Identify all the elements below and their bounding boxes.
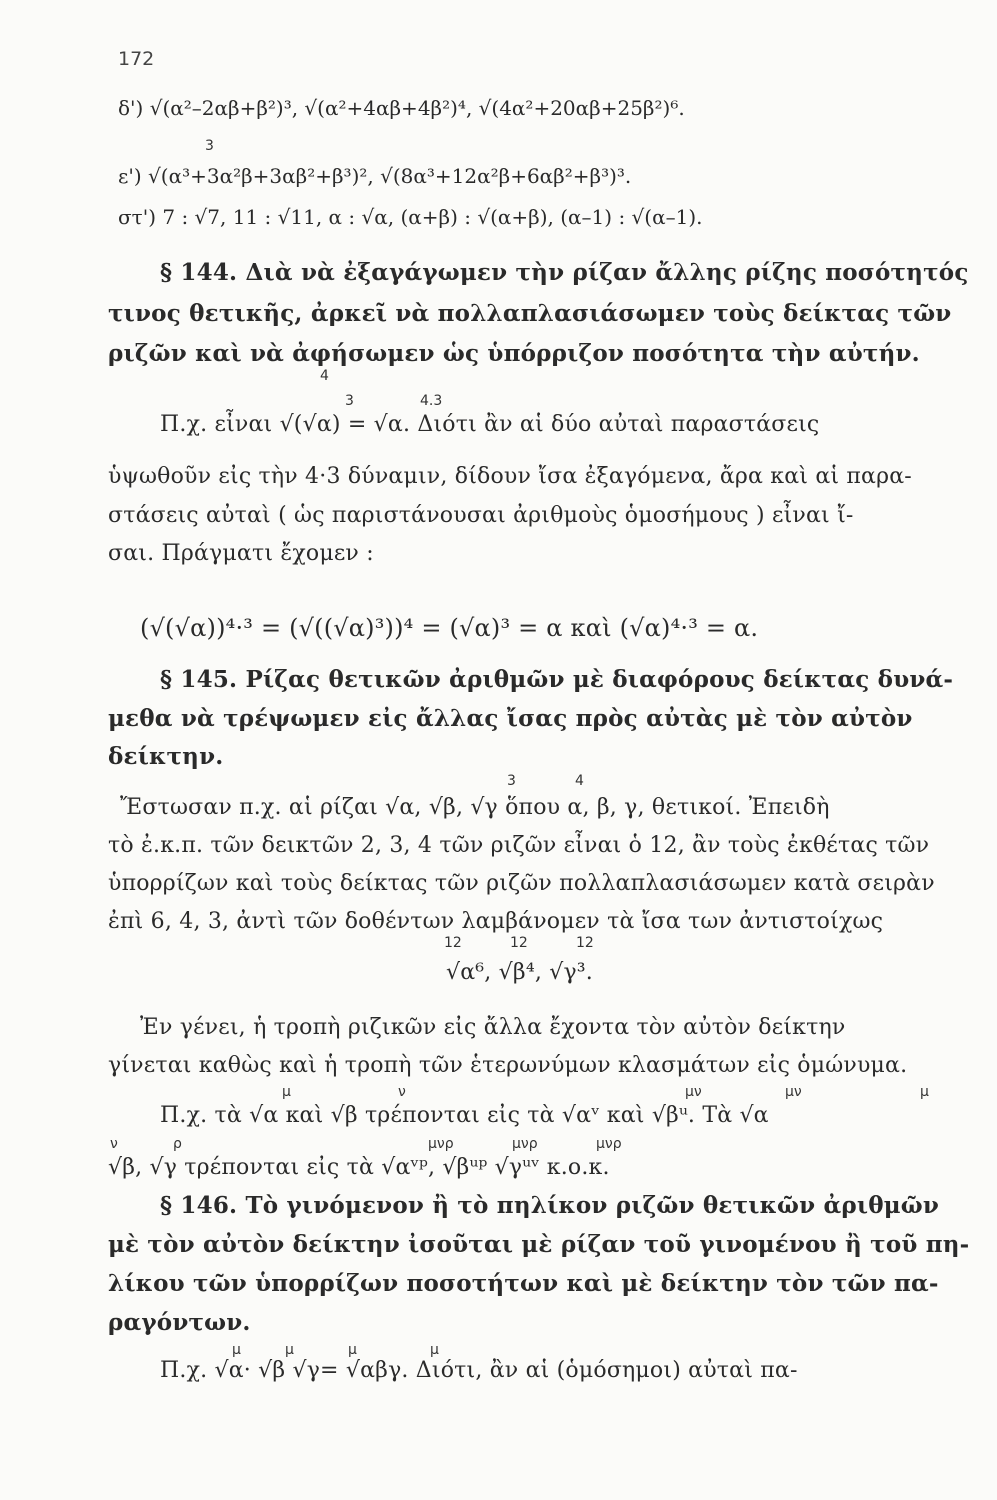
root-index: μ	[348, 1342, 357, 1358]
example-line: Π.χ. √α· √β √γ= √αβγ. Διότι, ἂν αἱ (ὁμόσημοι) αὐταὶ πα-	[160, 1358, 798, 1383]
root-index: 12	[510, 935, 528, 951]
root-index: 12	[444, 935, 462, 951]
paragraph-line: Ἐν γένει, ἡ τροπὴ ριζικῶν εἰς ἄλλα ἔχοντα τὸν αὐτὸν δείκτην	[140, 1015, 846, 1040]
section-144-heading	[160, 259, 969, 286]
root-index: ρ	[173, 1136, 182, 1152]
section-text-line: δείκτην.	[108, 743, 224, 770]
root-index: μν	[685, 1084, 702, 1100]
section-text-line: λίκου τῶν ὑπορρίζων ποσοτήτων καὶ μὲ δείκτην τὸν τῶν πα-	[108, 1270, 939, 1297]
root-index: 4	[320, 368, 329, 384]
example-line	[160, 412, 819, 437]
exercise-root-index: 3	[205, 138, 214, 154]
paragraph-line: ὑψωθοῦν εἰς τὴν 4·3 δύναμιν, δίδουν ἴσα ἐξαγόμενα, ἄρα καὶ αἱ παρα-	[108, 464, 912, 489]
section-number: § 145.	[160, 666, 238, 693]
example-prefix: Π.χ. εἶναι	[160, 412, 273, 437]
section-146-heading	[160, 1192, 939, 1219]
section-text-line: Ρίζας θετικῶν ἀριθμῶν μὲ διαφόρους δείκτας δυνά-	[245, 666, 954, 693]
twelve-roots: √α⁶, √β⁴, √γ³.	[446, 960, 594, 985]
paragraph-line: γίνεται καθὼς καὶ ἡ τροπὴ τῶν ἑτερωνύμων κλασμάτων εἰς ὁμώνυμα.	[108, 1053, 908, 1078]
root-index: 12	[576, 935, 594, 951]
paragraph-line: ὑπορρίζων καὶ τοὺς δείκτας τῶν ριζῶν πολλαπλασιάσωμεν κατὰ σειρὰν	[108, 871, 935, 896]
exercise-epsilon: ε') √(α³+3α²β+3αβ²+β³)², √(8α³+12α²β+6αβ²+β³)³.	[118, 164, 632, 188]
section-text-line: τινος θετικῆς, ἀρκεῖ νὰ πολλαπλασιάσωμεν τοὺς δείκτας τῶν	[108, 300, 952, 327]
root-index: μνρ	[512, 1136, 538, 1152]
root-index: μν	[785, 1084, 802, 1100]
section-text-line: ριζῶν καὶ νὰ ἀφήσωμεν ὡς ὑπόρριζον ποσότητα τὴν αὐτήν.	[108, 340, 920, 367]
section-text-line: ραγόντων.	[108, 1309, 251, 1336]
root-index: μ	[430, 1342, 439, 1358]
root-index: ν	[398, 1084, 406, 1100]
example-rest: Διότι ἂν αἱ δύο αὐταὶ παραστάσεις	[417, 412, 820, 437]
root-index: 4	[575, 773, 584, 789]
paragraph-line: τὸ ἐ.κ.π. τῶν δεικτῶν 2, 3, 4 τῶν ριζῶν εἶναι ὁ 12, ἂν τοὺς ἐκθέτας τῶν	[108, 833, 930, 858]
paragraph-line: σαι. Πράγματι ἔχομεν :	[108, 541, 374, 566]
root-index: μνρ	[596, 1136, 622, 1152]
exercise-sigma-tau: στ') 7 : √7, 11 : √11, α : √α, (α+β) : √(α+β), (α–1) : √(α–1).	[118, 205, 703, 229]
paragraph-line: Ἔστωσαν π.χ. αἱ ρίζαι √α, √β, √γ ὅπου α, β, γ, θετικοί. Ἐπειδὴ	[120, 795, 830, 820]
root-index: μνρ	[428, 1136, 454, 1152]
root-index: μ	[285, 1342, 294, 1358]
root-index: μ	[232, 1342, 241, 1358]
example-line: Π.χ. τὰ √α καὶ √β τρέπονται εἰς τὰ √αᵛ καὶ √βᵘ. Τὰ √α	[160, 1103, 769, 1128]
section-text-line: Διὰ νὰ ἐξαγάγωμεν τὴν ρίζαν ἄλλης ρίζης ποσότητός	[245, 259, 969, 286]
section-number: § 144.	[160, 259, 238, 286]
paragraph-line: ἐπὶ 6, 4, 3, ἀντὶ τῶν δοθέντων λαμβάνομεν τὰ ἴσα των ἀντιστοίχως	[108, 909, 884, 934]
root-index: 4.3	[420, 393, 443, 409]
section-number: § 146.	[160, 1192, 238, 1219]
exercise-delta: δ') √(α²–2αβ+β²)³, √(α²+4αβ+4β²)⁴, √(4α²+20αβ+25β²)⁶.	[118, 96, 685, 120]
equation: (√(√α))⁴·³ = (√((√α)³))⁴ = (√α)³ = α καὶ (√α)⁴·³ = α.	[140, 614, 759, 642]
section-text-line: μεθα νὰ τρέψωμεν εἰς ἄλλας ἴσας πρὸς αὐτὰς μὲ τὸν αὐτὸν	[108, 705, 913, 732]
page-number: 172	[118, 48, 155, 70]
section-text-line: μὲ τὸν αὐτὸν δείκτην ἰσοῦται μὲ ρίζαν τοῦ γινομένου ἢ τοῦ πη-	[108, 1231, 970, 1258]
root-index: ν	[110, 1136, 118, 1152]
section-145-heading	[160, 666, 953, 693]
section-text-line: Τὸ γινόμενον ἢ τὸ πηλίκον ριζῶν θετικῶν ἀριθμῶν	[245, 1192, 940, 1219]
root-index: 3	[345, 393, 354, 409]
root-index: 3	[507, 773, 516, 789]
root-index: μ	[920, 1084, 929, 1100]
example-formula: √(√α) = √α.	[279, 412, 411, 437]
paragraph-line: στάσεις αὐταὶ ( ὡς παριστάνουσαι ἀριθμοὺς ὁμοσήμους ) εἶναι ἴ-	[108, 503, 854, 528]
example-line: √β, √γ τρέπονται εἰς τὰ √αᵛᵖ, √βᵘᵖ √γᵘᵛ κ.ο.κ.	[108, 1155, 610, 1180]
root-index: μ	[282, 1084, 291, 1100]
